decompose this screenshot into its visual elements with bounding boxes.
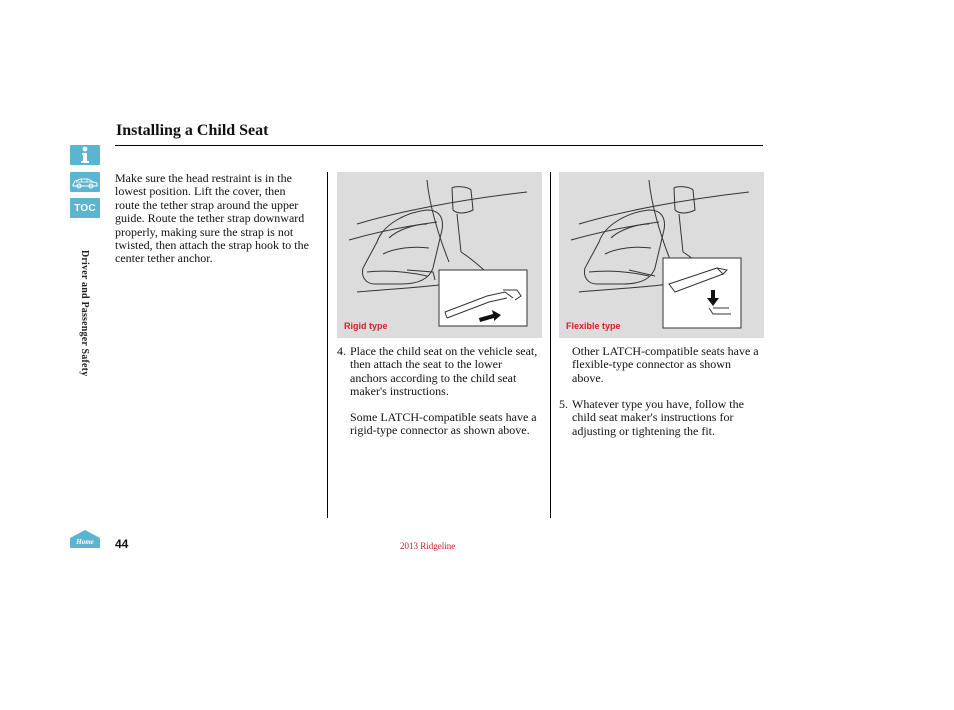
home-label: Home bbox=[76, 538, 94, 546]
step-4 bbox=[337, 345, 542, 399]
info-button[interactable] bbox=[70, 145, 100, 165]
page-number: 44 bbox=[115, 537, 129, 551]
index-button[interactable] bbox=[70, 172, 100, 192]
home-button[interactable] bbox=[69, 529, 101, 549]
section-label-text: Driver and Passenger Safety bbox=[79, 250, 90, 377]
home-icon bbox=[69, 529, 101, 549]
step-4-number: 4. bbox=[337, 344, 346, 358]
flexible-type-figure bbox=[559, 172, 764, 338]
page-title: Installing a Child Seat bbox=[116, 122, 269, 139]
step-5-number: 5. bbox=[559, 397, 568, 411]
footer-model: 2013 Ridgeline bbox=[400, 541, 456, 551]
info-icon bbox=[79, 146, 91, 164]
step-5 bbox=[559, 398, 764, 438]
rigid-type-figure bbox=[337, 172, 542, 338]
flexible-type-caption: Flexible type bbox=[566, 321, 621, 331]
car-icon bbox=[71, 174, 99, 190]
title-divider bbox=[115, 145, 763, 146]
section-label bbox=[78, 250, 92, 377]
toc-button[interactable]: TOC bbox=[70, 198, 100, 218]
rigid-type-note: Some LATCH-compatible seats have a rigid-type connector as shown above. bbox=[350, 410, 537, 438]
step-5-text: Whatever type you have, follow the child seat maker's instructions for adjusting or tightening the fit. bbox=[572, 397, 744, 438]
tether-instructions: Make sure the head restraint is in the lowest position. Lift the cover, then route the tether strap around the upper guide. Route the tether strap downward properly, making sure the strap is not twisted, then attach the strap hook to the center tether anchor. bbox=[115, 171, 309, 266]
column-divider-2 bbox=[550, 172, 551, 518]
rigid-type-caption: Rigid type bbox=[344, 321, 388, 331]
flexible-connector-illustration bbox=[559, 172, 764, 338]
step-4-text: Place the child seat on the vehicle seat, then attach the seat to the lower anchors according to the child seat maker's instructions. bbox=[350, 344, 538, 399]
column-divider-1 bbox=[327, 172, 328, 518]
rigid-connector-illustration bbox=[337, 172, 542, 338]
flexible-type-note: Other LATCH-compatible seats have a flexible-type connector as shown above. bbox=[572, 344, 759, 385]
